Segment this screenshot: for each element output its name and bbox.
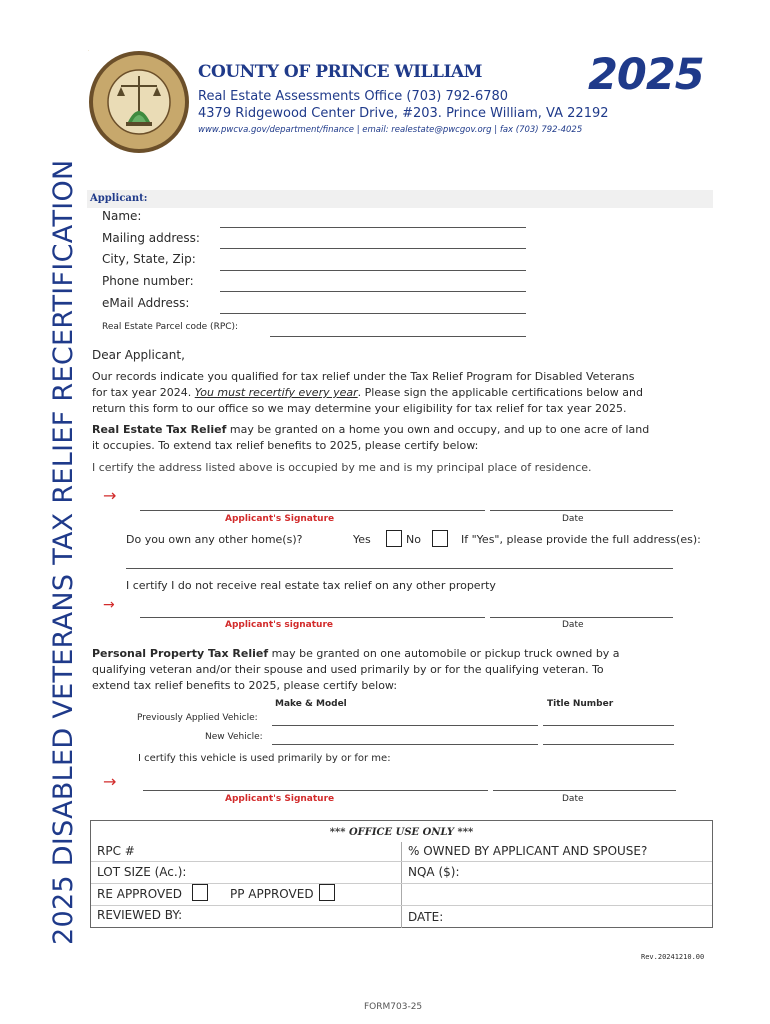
re-signature-field[interactable] [140, 510, 485, 511]
re-relief-bold: Real Estate Tax Relief [92, 423, 227, 436]
county-name: COUNTY OF PRINCE WILLIAM [198, 62, 482, 82]
prev-vehicle-title-field[interactable] [543, 725, 674, 726]
county-seal: T [88, 50, 190, 154]
other-address-field[interactable] [126, 568, 673, 569]
signature-arrow-icon-2: → [103, 597, 115, 613]
re-signature-label: Applicant's Signature [225, 514, 335, 524]
office-owned: % OWNED BY APPLICANT AND SPOUSE? [408, 844, 648, 858]
office-pp-approved: PP APPROVED [230, 887, 314, 901]
greeting: Dear Applicant, [92, 348, 185, 362]
re-signature-field-2[interactable] [140, 617, 485, 618]
no-checkbox[interactable] [432, 530, 448, 547]
rpc-field[interactable] [270, 336, 526, 337]
letter-p1-b-post: . Please sign the applicable certifications below and [357, 386, 643, 399]
office-rpc: RPC # [97, 844, 135, 858]
prev-vehicle-make-field[interactable] [272, 725, 538, 726]
name-field[interactable] [220, 227, 526, 228]
re-signature-label-2: Applicant's signature [225, 620, 333, 630]
header-year: 2025 [588, 50, 704, 100]
signature-arrow-icon: → [103, 486, 117, 505]
make-model-header: Make & Model [275, 699, 347, 709]
if-yes-label: If "Yes", please provide the full address(es): [461, 533, 701, 546]
office-date: DATE: [408, 910, 444, 924]
office-divider [401, 842, 402, 928]
office-row-line-2 [91, 883, 712, 884]
phone-label: Phone number: [102, 274, 194, 288]
re-date-field[interactable] [490, 510, 673, 511]
office-contact: www.pwcva.gov/department/finance | email: realestate@pwcgov.org | fax (703) 792-4025 [198, 125, 583, 135]
other-homes-question: Do you own any other home(s)? [126, 533, 303, 546]
re-relief-rest: may be granted on a home you own and occupy, and up to one acre of land [226, 423, 650, 436]
pp-signature-field[interactable] [143, 790, 488, 791]
form-number: FORM703-25 [364, 1002, 423, 1012]
phone-field[interactable] [220, 291, 526, 292]
email-field[interactable] [220, 313, 526, 314]
city-field[interactable] [220, 270, 526, 271]
recertify-emphasis: You must recertify every year [194, 386, 358, 399]
office-row-line-1 [91, 861, 712, 862]
letter-p1-b-pre: for tax year 2024. [92, 386, 195, 399]
re-date-label: Date [562, 514, 584, 524]
office-use-title: *** OFFICE USE ONLY *** [329, 827, 474, 838]
pp-relief-line3: extend tax relief benefits to 2025, please certify below: [92, 679, 398, 692]
city-label: City, State, Zip: [102, 252, 196, 266]
yes-checkbox[interactable] [386, 530, 402, 547]
new-vehicle-title-field[interactable] [543, 744, 674, 745]
title-number-header: Title Number [547, 699, 614, 709]
new-vehicle-make-field[interactable] [272, 744, 538, 745]
pp-date-label: Date [562, 794, 584, 804]
office-row-line-3 [91, 905, 712, 906]
office-reviewed-by: REVIEWED BY: [97, 908, 183, 922]
certify-vehicle: I certify this vehicle is used primarily by or for me: [138, 753, 391, 764]
re-date-field-2[interactable] [490, 617, 673, 618]
letter-p1-a: Our records indicate you qualified for tax relief under the Tax Relief Program for Disabled Veterans [92, 370, 635, 383]
re-approved-checkbox[interactable] [192, 884, 208, 901]
mailing-label: Mailing address: [102, 231, 200, 245]
pp-relief-bold: Personal Property Tax Relief [92, 647, 269, 660]
pp-signature-label: Applicant's Signature [225, 794, 335, 804]
re-relief-line2: it occupies. To extend tax relief benefits to 2025, please certify below: [92, 439, 479, 452]
office-phone: Real Estate Assessments Office (703) 792-6780 [198, 89, 509, 104]
pp-relief-rest: may be granted on one automobile or pickup truck owned by a [268, 647, 620, 660]
applicant-heading: Applicant: [90, 193, 148, 204]
certify-no-relief: I certify I do not receive real estate tax relief on any other property [126, 579, 496, 592]
letter-p1-c: return this form to our office so we may determine your eligibility for tax relief for tax year 2025. [92, 402, 627, 415]
no-label: No [406, 533, 421, 546]
mailing-field[interactable] [220, 248, 526, 249]
yes-label: Yes [353, 533, 371, 546]
sidebar-title: 2025 DISABLED VETERANS TAX RELIEF RECERTIFICATION [48, 159, 79, 945]
certify-address: I certify the address listed above is occupied by me and is my principal place of residence. [92, 461, 592, 474]
pp-relief-line1 [92, 647, 620, 660]
signature-arrow-icon-3: → [103, 772, 117, 791]
name-label: Name: [102, 209, 142, 223]
pp-approved-checkbox[interactable] [319, 884, 335, 901]
prev-vehicle-label: Previously Applied Vehicle: [137, 713, 258, 723]
email-label: eMail Address: [102, 296, 190, 310]
new-vehicle-label: New Vehicle: [205, 732, 263, 742]
pp-date-field[interactable] [493, 790, 676, 791]
office-nqa: NQA ($): [408, 865, 460, 879]
re-relief-line1 [92, 423, 649, 436]
rpc-label: Real Estate Parcel code (RPC): [102, 322, 239, 332]
applicant-band [87, 190, 713, 208]
pp-relief-line2: qualifying veteran and/or their spouse and used primarily by or for the qualifying veteran. To [92, 663, 604, 676]
re-date-label-2: Date [562, 620, 584, 630]
office-re-approved: RE APPROVED [97, 887, 183, 901]
letter-p1-b [92, 386, 643, 399]
office-lot-size: LOT SIZE (Ac.): [97, 865, 187, 879]
revision-code: Rev.20241210.00 [641, 953, 705, 961]
office-address: 4379 Ridgewood Center Drive, #203. Prince William, VA 22192 [198, 106, 609, 121]
